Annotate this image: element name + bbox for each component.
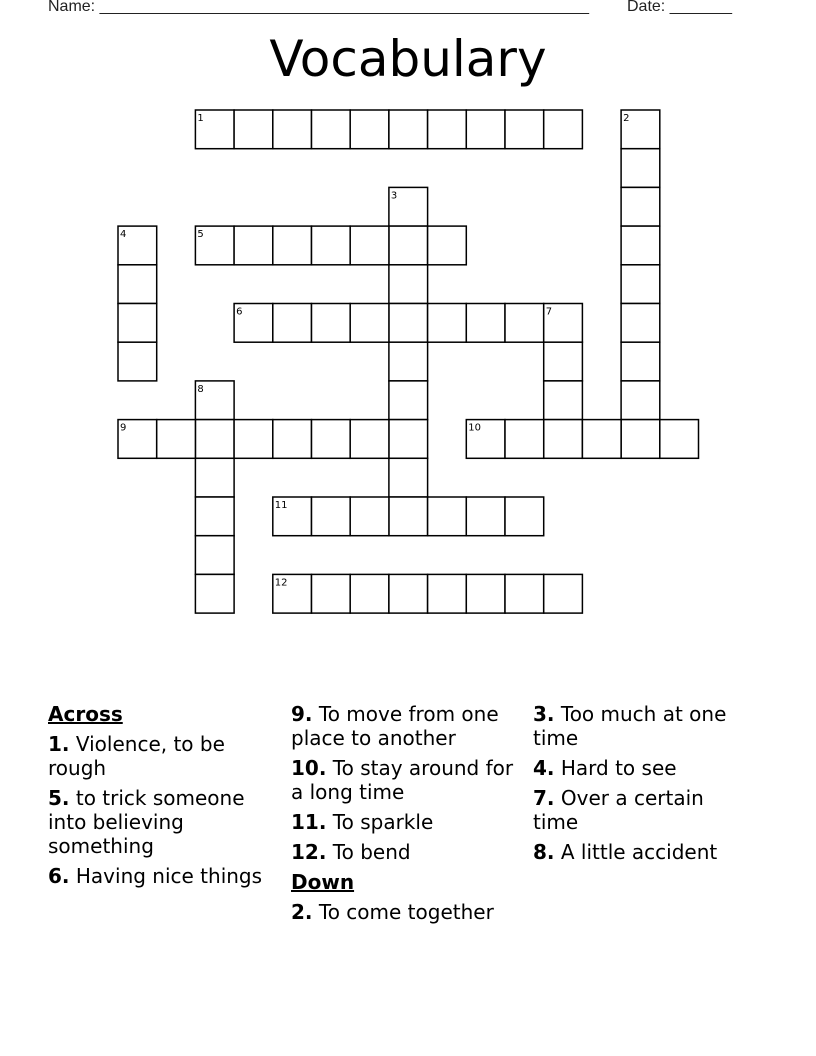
- across-heading: Across: [48, 702, 123, 726]
- grid-cell[interactable]: [621, 304, 660, 343]
- grid-cell[interactable]: [544, 420, 583, 459]
- clue-number: 11.: [291, 810, 327, 834]
- grid-cell[interactable]: [428, 574, 467, 613]
- grid-cell[interactable]: [466, 110, 505, 149]
- grid-cell[interactable]: [505, 110, 544, 149]
- grid-cell[interactable]: [389, 574, 428, 613]
- grid-cell[interactable]: [621, 187, 660, 226]
- cell-number: 12: [274, 577, 288, 589]
- grid-cell[interactable]: [273, 304, 312, 343]
- grid-cell[interactable]: [428, 304, 467, 343]
- clue-across-10: [291, 756, 526, 804]
- grid-cell[interactable]: [195, 497, 234, 536]
- cell-number: 10: [468, 422, 482, 434]
- grid-cell[interactable]: [428, 110, 467, 149]
- grid-cell[interactable]: [389, 420, 428, 459]
- grid-cell[interactable]: [389, 110, 428, 149]
- clue-text: Having nice things: [75, 864, 263, 888]
- clue-down-8: [533, 840, 733, 864]
- grid-cell[interactable]: [195, 536, 234, 575]
- date-line[interactable]: Date: _______: [627, 0, 732, 15]
- grid-cell[interactable]: [389, 458, 428, 497]
- clue-text: Hard to see: [560, 756, 677, 780]
- clue-across-5: [48, 786, 278, 858]
- clue-number: 4.: [533, 756, 555, 780]
- grid-cell[interactable]: [157, 420, 196, 459]
- clue-down-7: [533, 786, 733, 834]
- grid-cell[interactable]: [621, 420, 660, 459]
- clue-number: 2.: [291, 900, 313, 924]
- clue-number: 1.: [48, 732, 70, 756]
- clue-number: 3.: [533, 702, 555, 726]
- grid-cell[interactable]: [273, 226, 312, 265]
- clue-text: Too much at one time: [533, 702, 727, 750]
- clue-across-6: [48, 864, 278, 888]
- cell-number: 9: [120, 422, 127, 434]
- name-line[interactable]: Name: _______________________________________________________: [48, 0, 589, 15]
- cell-number: 5: [197, 229, 204, 241]
- grid-cell[interactable]: [621, 149, 660, 188]
- grid-cell[interactable]: [312, 226, 351, 265]
- grid-cell[interactable]: [621, 226, 660, 265]
- cell-number: 11: [274, 500, 288, 511]
- grid-cell[interactable]: [350, 304, 389, 343]
- grid-cell[interactable]: [118, 342, 157, 381]
- clues-col-1: [48, 702, 278, 894]
- clue-down-3: [533, 702, 733, 750]
- clue-text: to trick someone into believing something: [48, 786, 245, 858]
- clue-across-11: [291, 810, 526, 834]
- grid-cell[interactable]: [505, 497, 544, 536]
- grid-cell[interactable]: [234, 226, 273, 265]
- clue-number: 8.: [533, 840, 555, 864]
- grid-cell[interactable]: [428, 226, 467, 265]
- grid-cell[interactable]: [621, 342, 660, 381]
- clue-down-4: [533, 756, 733, 780]
- clue-number: 6.: [48, 864, 70, 888]
- grid-cell[interactable]: [195, 574, 234, 613]
- grid-cell[interactable]: [660, 420, 699, 459]
- clue-text: A little accident: [560, 840, 718, 864]
- grid-cell[interactable]: [350, 226, 389, 265]
- clue-text: To stay around for a long time: [291, 756, 514, 804]
- clue-text: To come together: [318, 900, 494, 924]
- clues-col-2: [291, 702, 526, 930]
- down-heading: Down: [291, 870, 355, 894]
- clue-text: Over a certain time: [533, 786, 704, 834]
- grid-cell[interactable]: [544, 110, 583, 149]
- cell-number: 1: [197, 113, 204, 124]
- clue-number: 10.: [291, 756, 327, 780]
- grid-cell[interactable]: [466, 304, 505, 343]
- clues-col-3: [533, 702, 733, 870]
- grid-cell[interactable]: [350, 420, 389, 459]
- grid-cell[interactable]: [544, 574, 583, 613]
- cell-number: 6: [236, 306, 243, 318]
- grid-cell[interactable]: [273, 110, 312, 149]
- grid-cell[interactable]: [621, 265, 660, 304]
- clue-text: To bend: [332, 840, 411, 864]
- grid-cell[interactable]: [505, 574, 544, 613]
- clue-down-2: [291, 900, 526, 924]
- grid-cell[interactable]: [118, 304, 157, 343]
- clue-text: To move from one place to another: [291, 702, 499, 750]
- grid-cell[interactable]: [389, 304, 428, 343]
- grid-cell[interactable]: [389, 226, 428, 265]
- grid-cell[interactable]: [234, 420, 273, 459]
- clue-number: 12.: [291, 840, 327, 864]
- grid-cell[interactable]: [234, 110, 273, 149]
- grid-cell[interactable]: [312, 304, 351, 343]
- grid-cell[interactable]: [350, 574, 389, 613]
- grid-cell[interactable]: [273, 420, 312, 459]
- grid-cell[interactable]: [350, 497, 389, 536]
- grid-cell[interactable]: [312, 574, 351, 613]
- clue-across-9: [291, 702, 526, 750]
- grid-cell[interactable]: [118, 265, 157, 304]
- grid-cell[interactable]: [389, 381, 428, 420]
- page-title: Vocabulary: [269, 30, 547, 88]
- grid-cell[interactable]: [195, 458, 234, 497]
- clue-across-1: [48, 732, 278, 780]
- cell-number: 3: [390, 190, 398, 202]
- grid-cell[interactable]: [621, 381, 660, 420]
- clue-number: 9.: [291, 702, 313, 726]
- grid-cell[interactable]: [389, 342, 428, 381]
- grid-cell[interactable]: [466, 574, 505, 613]
- grid-cell[interactable]: [505, 420, 544, 459]
- grid-cell[interactable]: [389, 497, 428, 536]
- clue-number: 5.: [48, 786, 70, 810]
- clue-text: To sparkle: [332, 810, 434, 834]
- grid-cell[interactable]: [195, 420, 234, 459]
- grid-cell[interactable]: [544, 342, 583, 381]
- cell-number: 4: [120, 229, 127, 241]
- grid-cell[interactable]: [544, 381, 583, 420]
- cell-number: 7: [545, 306, 553, 318]
- cell-number: 8: [197, 383, 204, 395]
- clue-text: Violence, to be rough: [48, 732, 225, 780]
- cell-number: 2: [623, 113, 630, 124]
- grid-cell[interactable]: [466, 497, 505, 536]
- grid-cell[interactable]: [312, 420, 351, 459]
- grid-cell[interactable]: [312, 497, 351, 536]
- grid-cell[interactable]: [505, 304, 544, 343]
- grid-cell[interactable]: [428, 497, 467, 536]
- grid-cell[interactable]: [389, 265, 428, 304]
- clue-number: 7.: [533, 786, 555, 810]
- grid-cell[interactable]: [312, 110, 351, 149]
- clue-across-12: [291, 840, 526, 864]
- grid-cell[interactable]: [350, 110, 389, 149]
- grid-cell[interactable]: [582, 420, 621, 459]
